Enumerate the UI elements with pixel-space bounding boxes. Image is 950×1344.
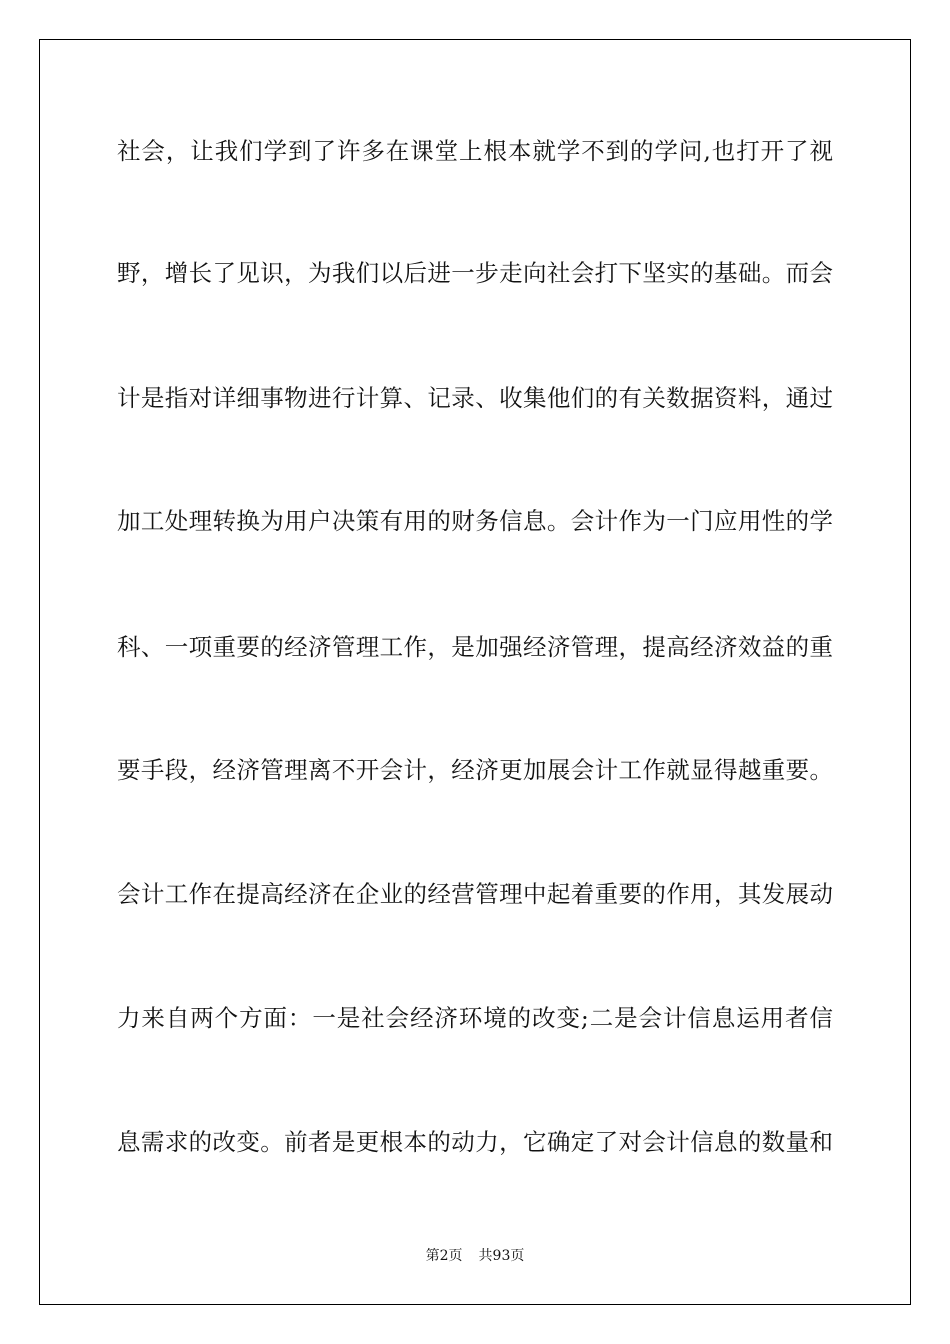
paragraph-line: 会计工作在提高经济在企业的经营管理中起着重要的作用，其发展动 <box>117 880 833 908</box>
total-pages: 共93页 <box>478 1248 525 1264</box>
paragraph-line: 野，增长了见识，为我们以后进一步走向社会打下坚实的基础。而会 <box>117 259 833 287</box>
paragraph-line: 加工处理转换为用户决策有用的财务信息。会计作为一门应用性的学 <box>117 507 833 535</box>
page-footer <box>0 1246 950 1266</box>
paragraph-line: 科、一项重要的经济管理工作，是加强经济管理，提高经济效益的重 <box>117 633 833 661</box>
page-border <box>39 39 911 1305</box>
paragraph-line: 息需求的改变。前者是更根本的动力，它确定了对会计信息的数量和 <box>117 1128 833 1156</box>
paragraph-line: 力来自两个方面：一是社会经济环境的改变;二是会计信息运用者信 <box>117 1004 833 1032</box>
paragraph-line: 要手段，经济管理离不开会计，经济更加展会计工作就显得越重要。 <box>117 756 833 784</box>
page-number: 第2页 <box>425 1248 463 1264</box>
paragraph-line: 计是指对详细事物进行计算、记录、收集他们的有关数据资料，通过 <box>117 384 833 412</box>
paragraph-line: 社会，让我们学到了许多在课堂上根本就学不到的学问,也打开了视 <box>117 137 833 165</box>
